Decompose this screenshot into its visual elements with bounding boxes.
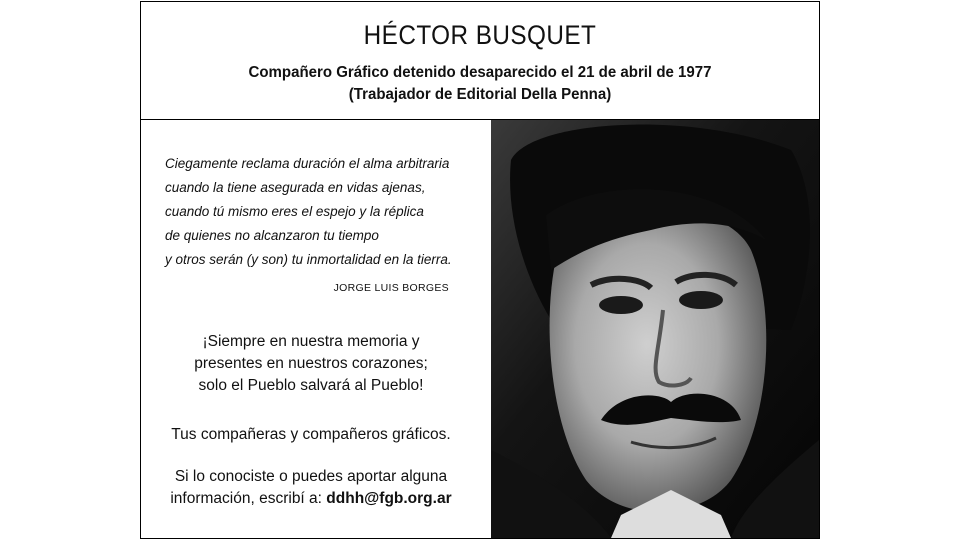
portrait-photo	[491, 120, 819, 538]
poem-line: y otros serán (y son) tu inmortalidad en la tierra.	[165, 252, 452, 267]
poem	[165, 152, 452, 272]
tribute-line: ¡Siempre en nuestra memoria y	[202, 333, 420, 350]
page-title: HÉCTOR BUSQUET	[363, 20, 597, 50]
poem-author: JORGE LUIS BORGES	[333, 282, 449, 294]
tribute-message	[141, 331, 481, 397]
subtitle-line-2: (Trabajador de Editorial Della Penna)	[348, 86, 612, 103]
poem-line: cuando tú mismo eres el espejo y la réplica	[165, 204, 424, 219]
contact-line-1: Si lo conociste o puedes aportar alguna	[174, 468, 448, 485]
poem-line: de quienes no alcanzaron tu tiempo	[165, 228, 379, 243]
signoff: Tus compañeras y compañeros gráficos.	[171, 426, 451, 443]
tribute-line: solo el Pueblo salvará al Pueblo!	[198, 377, 424, 394]
text-column	[141, 120, 491, 538]
portrait-illustration	[491, 120, 819, 538]
memorial-card	[140, 1, 820, 539]
tribute-line: presentes en nuestros corazones;	[194, 355, 428, 372]
contact-prefix: información, escribí a:	[170, 490, 327, 507]
subtitle	[161, 62, 798, 106]
contact-line-2	[141, 488, 481, 510]
subtitle-line-1: Compañero Gráfico detenido desaparecido el 21 de abril de 1977	[248, 64, 712, 81]
poem-line: cuando la tiene asegurada en vidas ajenas,	[165, 180, 426, 195]
poem-line: Ciegamente reclama duración el alma arbitraria	[165, 156, 450, 171]
header	[141, 2, 819, 120]
contact-email-link[interactable]: ddhh@fgb.org.ar	[326, 490, 452, 507]
contact-info	[141, 466, 481, 510]
